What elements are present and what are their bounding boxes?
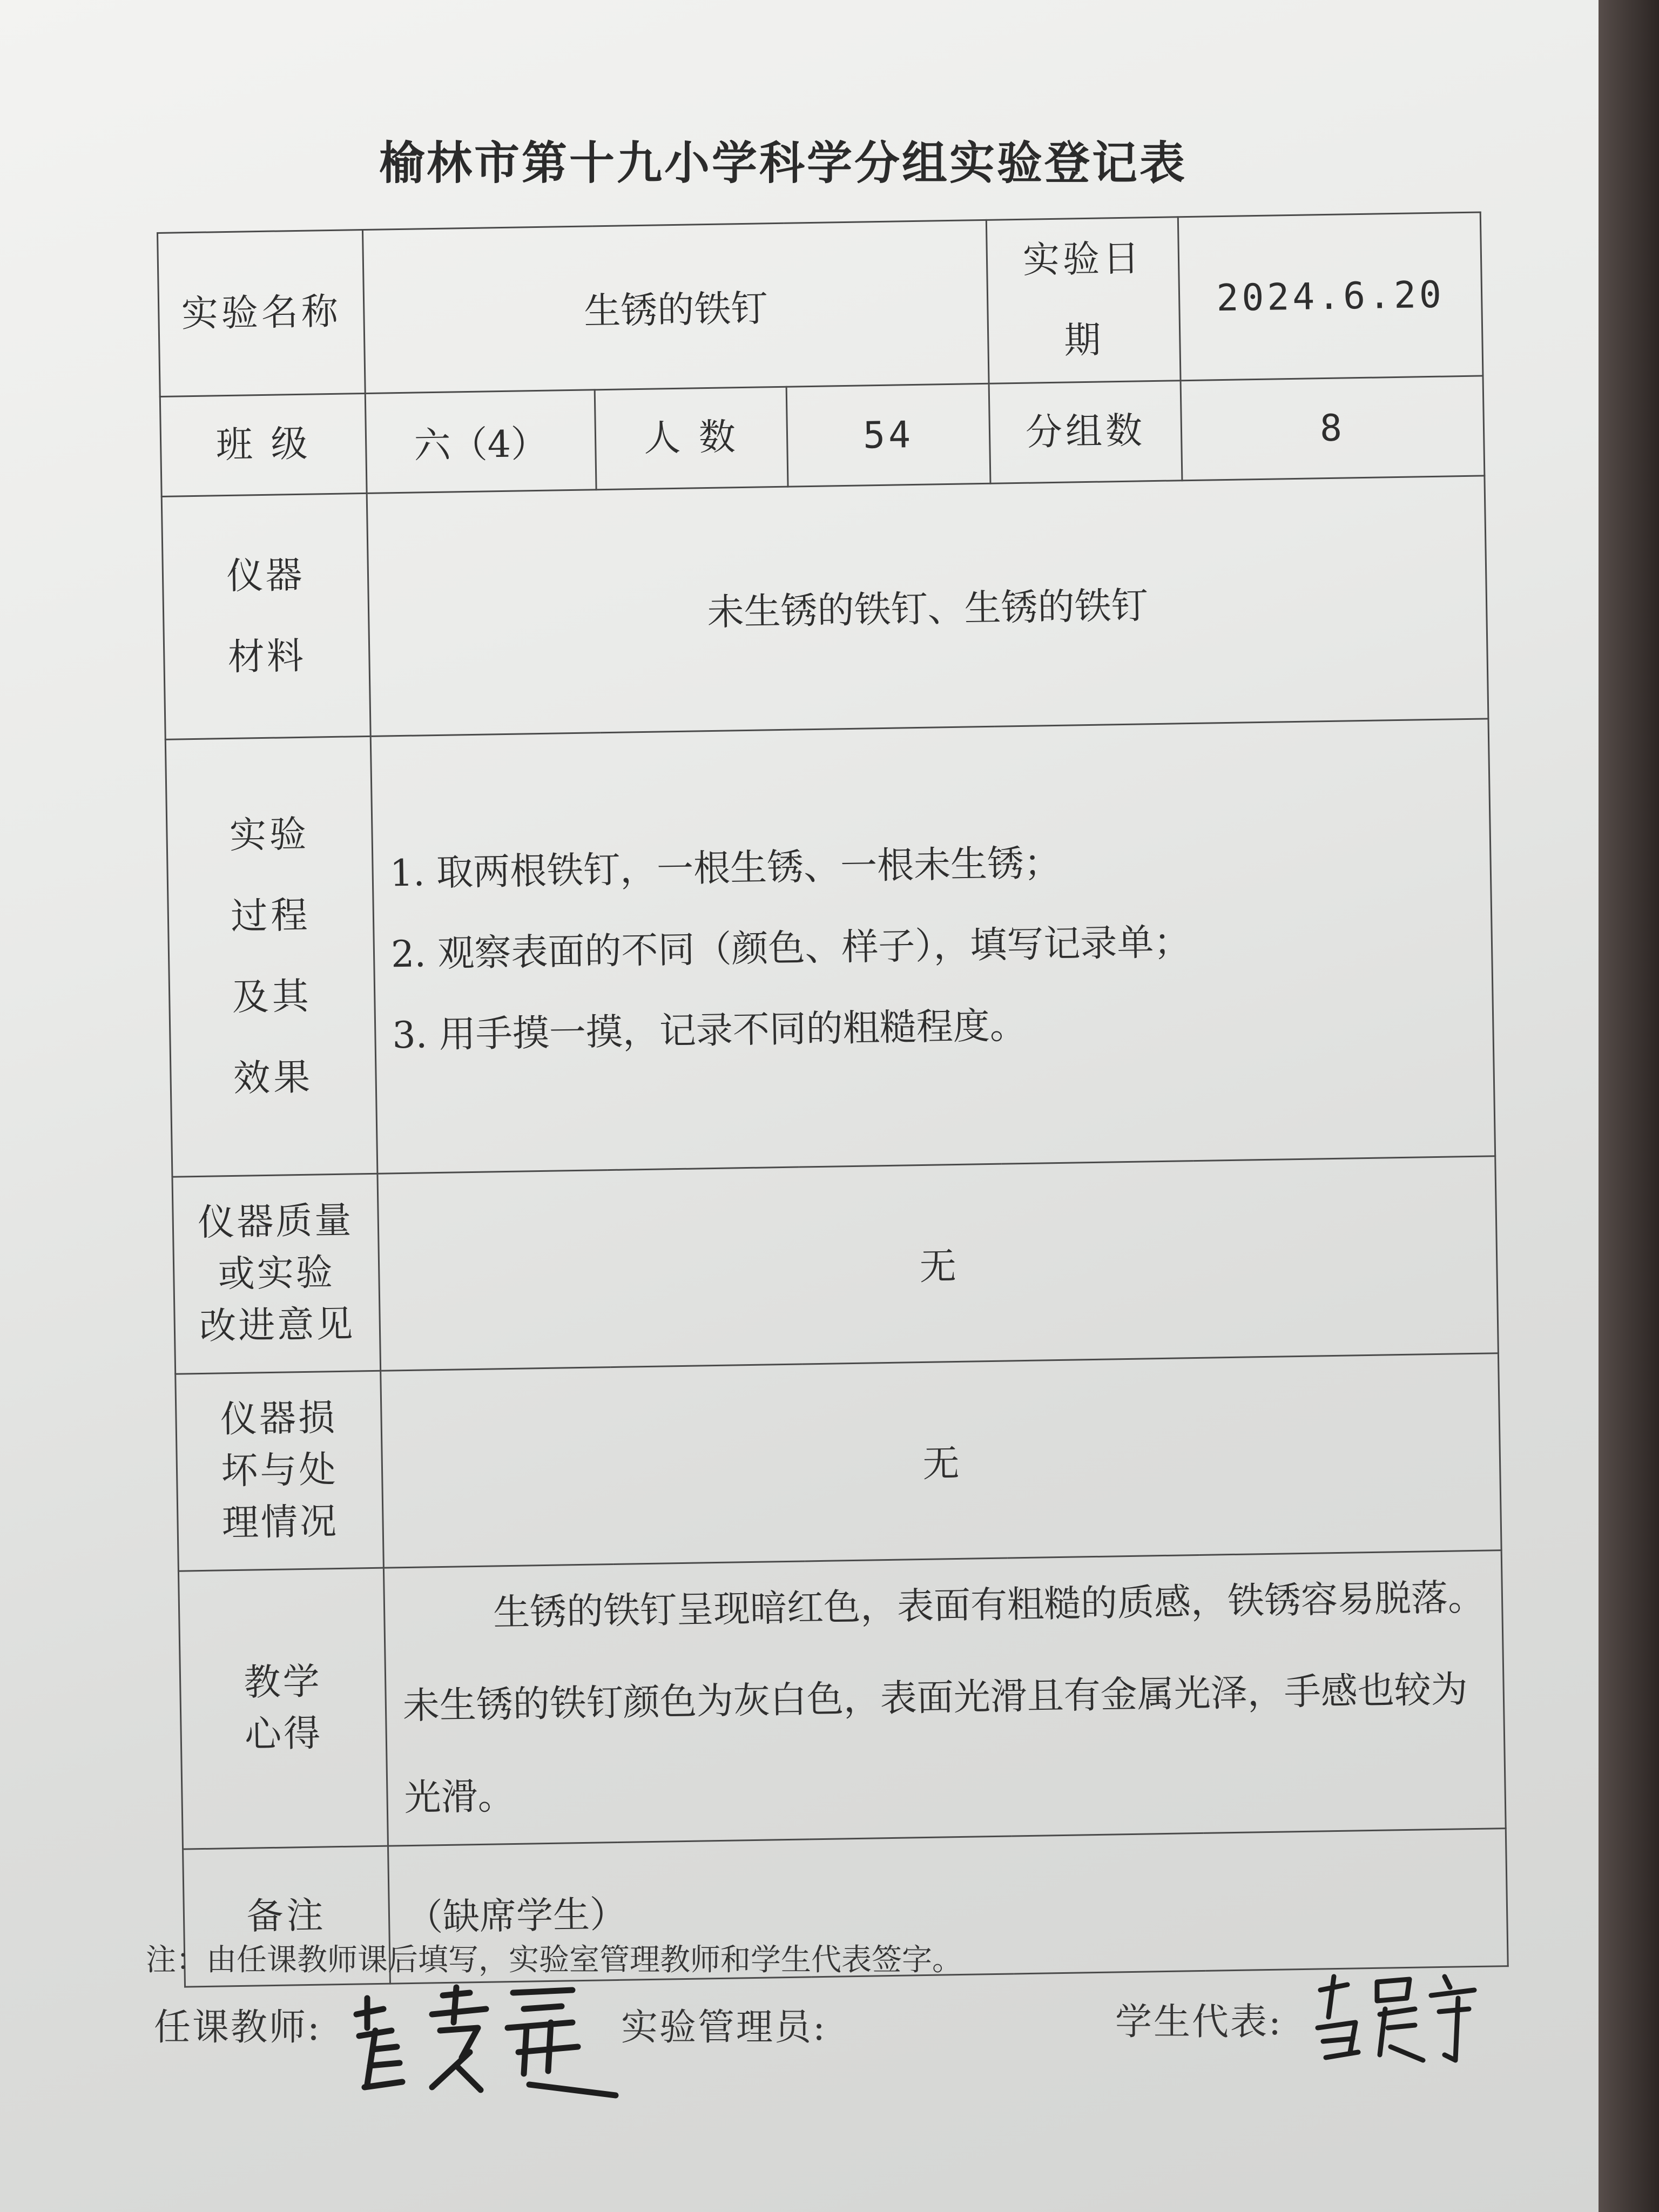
experiment-name-label: 实验名称 — [158, 230, 366, 397]
footnote: 注：由任课教师课后填写，实验室管理教师和学生代表签字。 — [146, 1943, 962, 1978]
materials-label-line: 仪器 — [226, 554, 305, 598]
reflection-label-line: 心得 — [244, 1712, 323, 1756]
materials-label-line: 材料 — [227, 635, 306, 679]
materials-value: 未生锈的铁钉、生锈的铁钉 — [367, 476, 1488, 736]
teacher-label: 任课教师: — [154, 2006, 321, 2049]
damage-value: 无 — [381, 1353, 1502, 1568]
quality-label-line: 仪器质量 — [197, 1199, 354, 1245]
groups-value: 8 — [1181, 376, 1485, 481]
row-process — [165, 719, 1495, 1177]
quality-label — [172, 1174, 381, 1374]
form-title: 榆林市第十九小学科学分组实验登记表 — [379, 137, 1187, 190]
process-steps — [370, 719, 1495, 1174]
student-label: 学生代表: — [1115, 2001, 1283, 2044]
experiment-date-label: 实验日期 — [986, 217, 1181, 384]
registration-table — [157, 211, 1509, 1987]
quality-label-line: 或实验 — [218, 1251, 335, 1296]
row-reflection — [178, 1550, 1506, 1849]
people-label: 人 数 — [595, 387, 788, 490]
reflection-label — [178, 1568, 388, 1849]
process-label-line: 实验 — [229, 813, 310, 857]
teacher-signature — [346, 1977, 626, 2101]
reflection-label-line: 教学 — [244, 1660, 322, 1704]
quality-value: 无 — [377, 1156, 1499, 1371]
process-label — [165, 736, 377, 1177]
process-step: 2. 观察表面的不同（颜色、样子），填写记录单； — [390, 920, 1191, 976]
reflection-text: 生锈的铁钉呈现暗红色，表面有粗糙的质感，铁锈容易脱落。未生锈的铁钉颜色为灰白色，表面光滑且有金属光泽，手感也较为光滑。 — [383, 1550, 1506, 1846]
student-signature — [1307, 1966, 1485, 2068]
damage-label-line: 坏与处 — [220, 1448, 339, 1493]
process-label-line: 效果 — [233, 1056, 314, 1100]
groups-label: 分组数 — [989, 381, 1182, 484]
experiment-name-value: 生锈的铁钉 — [362, 220, 989, 393]
quality-label-line: 改进意见 — [199, 1303, 355, 1348]
damage-label-line: 仪器损 — [220, 1397, 338, 1441]
row-damage — [176, 1353, 1501, 1571]
class-value: 六（4） — [365, 390, 596, 494]
experiment-date-value: 2024.6.20 — [1178, 212, 1483, 381]
process-step: 3. 用手摸一摸，记录不同的粗糙程度。 — [392, 1004, 1027, 1057]
row-quality — [172, 1156, 1498, 1374]
remarks-value: （缺席学生） — [388, 1829, 1508, 1984]
admin-label: 实验管理员: — [621, 2006, 827, 2049]
row-experiment-name — [158, 212, 1483, 396]
remarks-label: 备注 — [183, 1846, 390, 1987]
row-materials — [161, 476, 1488, 739]
process-step: 1. 取两根铁钉，一根生锈、一根未生锈； — [389, 841, 1061, 895]
class-label: 班 级 — [160, 393, 367, 496]
process-label-line: 过程 — [230, 894, 312, 938]
damage-label — [176, 1371, 384, 1571]
process-label-line: 及其 — [232, 975, 313, 1019]
damage-label-line: 理情况 — [221, 1500, 339, 1545]
materials-label — [161, 493, 370, 739]
people-value: 54 — [786, 383, 990, 487]
